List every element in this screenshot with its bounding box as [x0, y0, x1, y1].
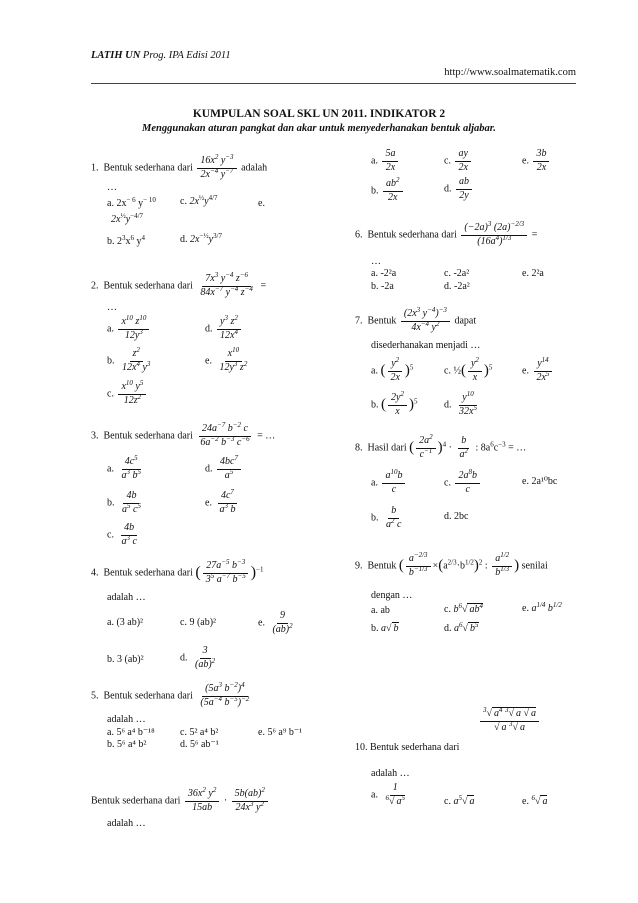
website-url[interactable]: http://www.soalmatematik.com [444, 67, 576, 78]
page-subtitle: Menggunakan aturan pangkat dan akar untuk menyederhanakan bentuk aljabar. [142, 123, 496, 134]
q1-option-c[interactable]: c. $2x^{\frac{1}{2}}y^{4/7}$ [180, 194, 218, 207]
header-divider [91, 83, 576, 84]
prev-option-a[interactable]: a. $\frac{5a}{2x}$ [371, 148, 400, 174]
q2-option-e[interactable]: e. $\frac{x^{10}}{12y^3 z^2}$ [205, 346, 248, 373]
q3-option-d[interactable]: d. $\frac{4bc^7}{a^5}$ [205, 456, 243, 482]
q2-dots: … [107, 302, 117, 313]
question-4: 4. Bentuk sederhana dari ( $\frac{27a^{-5} b^{-3}}{3^5 a^{-7} b^{-5}}$ )$^{-1}$ [91, 558, 264, 585]
q2-option-b[interactable]: b. $\frac{z^2}{12x^4 y^3}$ [107, 346, 151, 373]
q5-option-c[interactable]: c. 5² a⁴ b² [180, 727, 219, 738]
q1-option-e[interactable]: e. [258, 198, 265, 209]
question-6: 6. Bentuk sederhana dari $\frac{(-2a)^3 (2a)^{-2/3}}{(16a^4)^{1/3}}$ = [355, 220, 538, 247]
q9-option-d[interactable]: d. $a^6√$ $b^5$ [444, 621, 479, 634]
q4-option-c[interactable]: c. 9 (ab)² [180, 617, 217, 628]
q10-option-e[interactable]: e. $^6$√ a [522, 794, 548, 807]
q-extra-adalah: adalah … [107, 818, 146, 829]
q6-option-c[interactable]: c. -2a² [444, 268, 470, 279]
q1-dots: … [107, 182, 117, 193]
q1-option-b[interactable]: b. $2^3x^6$ $y^4$ [107, 234, 145, 247]
q6-option-b[interactable]: b. -2a [371, 281, 394, 292]
q10-expression: $\frac{^3√ a^4 ^3√ a √ a}{√ a ^3√ a}$ [478, 708, 541, 734]
q5-option-a[interactable]: a. 5⁶ a⁴ b⁻¹⁸ [107, 727, 155, 738]
q5-adalah: adalah … [107, 714, 146, 725]
question-1: 1. Bentuk sederhana dari $\frac{16x^2 y^{-3}}{2x^{-4} y^{-7}}$ adalah [91, 153, 268, 180]
q8-option-a[interactable]: a. $\frac{a^{10}b}{c}$ [371, 470, 407, 496]
q4-option-a[interactable]: a. (3 ab)² [107, 617, 144, 628]
prev-option-b[interactable]: b. $\frac{ab^2}{2x}$ [371, 178, 405, 204]
q10-option-a[interactable]: a. $\frac{1}{^6√ a^5}$ [371, 782, 405, 807]
q2-option-c[interactable]: c. $\frac{x^{10} y^5}{12z^2}$ [107, 381, 148, 407]
q10-adalah: adalah … [371, 768, 410, 779]
q6-option-d[interactable]: d. -2a² [444, 281, 470, 292]
question-8: 8. Hasil dari ( $\frac{2a^2}{c^{-1}}$ )$^4$ · $\frac{b}{a^2}$ : $8a^6c^{-3}$ = … [355, 433, 527, 460]
q10-option-c[interactable]: c. $a^5√$ a [444, 794, 475, 807]
q3-option-a[interactable]: a. $\frac{4c^5}{a^3 b^5}$ [107, 454, 141, 481]
q9-option-b[interactable]: b. a√ b [371, 623, 399, 634]
q2-option-a[interactable]: a. $\frac{x^{10} z^{10}}{12y^3}$ [107, 316, 151, 342]
q4-option-d[interactable]: d. $\frac{3}{(ab)^2}$ [180, 645, 216, 670]
q9-option-a[interactable]: a. ab [371, 605, 390, 616]
q7-line2: disederhanakan menjadi … [371, 340, 481, 351]
q4-option-b[interactable]: b. 3 (ab)² [107, 654, 144, 665]
q8-option-e[interactable]: e. 2a¹⁰bc [522, 476, 558, 487]
q7-option-d[interactable]: d. $\frac{y^{10}}{32x^5}$ [444, 390, 477, 417]
q8-option-c[interactable]: c. $\frac{2a^8b}{c}$ [444, 470, 482, 496]
q6-option-a[interactable]: a. -2²a [371, 268, 397, 279]
q7-option-e[interactable]: e. $\frac{y^{14}}{2x^5}$ [522, 358, 554, 384]
q9-line2: dengan … [371, 590, 413, 601]
page-title: KUMPULAN SOAL SKL UN 2011. INDIKATOR 2 [192, 108, 446, 120]
q3-option-e[interactable]: e. $\frac{4c^7}{a^3 b}$ [205, 488, 236, 515]
q1-option-a[interactable]: a. $2x^{- 6}$ $y^{- 10}$ [107, 196, 156, 209]
q2-option-d[interactable]: d. $\frac{y^3 z^2}{12x^4}$ [205, 316, 243, 342]
q6-dots: … [371, 256, 381, 267]
prev-option-d[interactable]: d. $\frac{ab}{2y}$ [444, 176, 474, 202]
q4-option-e[interactable]: e. $\frac{9}{(ab)^2}$ [258, 610, 293, 635]
prev-option-c[interactable]: c. $\frac{ay}{2x}$ [444, 148, 473, 174]
q8-option-d[interactable]: d. 2bc [444, 511, 469, 522]
question-7: 7. Bentuk $\frac{(2x^3 y^{-4})^{-3}}{4x^{-4} y^2}$ dapat [355, 306, 477, 333]
question-10: 10. Bentuk sederhana dari [355, 742, 460, 753]
prev-option-e[interactable]: e. $\frac{3b}{2x}$ [522, 148, 551, 174]
book-title: LATIH UN Prog. IPA Edisi 2011 [91, 50, 231, 61]
q1-option-e-value: $2x^{\frac{1}{2}}y^{-4/7}$ [111, 212, 144, 225]
q4-adalah: adalah … [107, 592, 146, 603]
q7-option-a[interactable]: a. ( $\frac{y^2}{2x}$ )$^5$ [371, 356, 414, 383]
question-2: 2. Bentuk sederhana dari $\frac{7x^3 y^{-4} z^{-6}}{84x^{-7} y^{-4} z^{-4}}$ = [91, 271, 267, 298]
q5-option-e[interactable]: e. 5⁶ a⁹ b⁻¹ [258, 727, 303, 738]
q5-option-b[interactable]: b. 5⁶ a⁴ b² [107, 739, 147, 750]
q6-option-e[interactable]: e. 2²a [522, 268, 544, 279]
q1-option-d[interactable]: d. $2x^{-\frac{1}{2}}y^{3/7}$ [180, 232, 223, 245]
q5-option-d[interactable]: d. 5⁶ ab⁻¹ [180, 739, 219, 750]
question-5: 5. Bentuk sederhana dari $\frac{(5a^3 b^{-2})^4}{(5a^{-4} b^{-5})^{-2}}$ [91, 681, 250, 708]
question-9: 9. Bentuk ( $\frac{a^{-2/3}}{b^{-1/3}}$ $\times(a^{2/3}\cdot b^{1/2})^2$ : $\frac{a^{1/2}}{b^{1/3}}$ ) senilai [355, 551, 548, 578]
q8-option-b[interactable]: b. $\frac{b}{a^2 c}$ [371, 505, 402, 530]
q9-option-e[interactable]: e. $a^{1/4}$ $b^{1/2}$ [522, 601, 562, 614]
question-3: 3. Bentuk sederhana dari $\frac{24a^{-7} b^{-2} c}{6a^{-2} b^{-3} c^{-6}}$ = … [91, 421, 276, 448]
q7-option-b[interactable]: b. ( $\frac{2y^2}{x}$ )$^5$ [371, 390, 418, 417]
q7-option-c[interactable]: c. ½( $\frac{y^2}{x}$ )$^5$ [444, 356, 493, 383]
question-extra: Bentuk sederhana dari $\frac{36x^2 y^2}{15ab}$ · $\frac{5b(ab)^2}{24x^3 y^2}$ [91, 788, 270, 814]
q3-option-c[interactable]: c. $\frac{4b}{a^3 c}$ [107, 522, 137, 547]
q3-option-b[interactable]: b. $\frac{4b}{a^5 c^5}$ [107, 490, 141, 515]
q9-option-c[interactable]: c. $b^6√$ $ab^4$ [444, 602, 483, 615]
